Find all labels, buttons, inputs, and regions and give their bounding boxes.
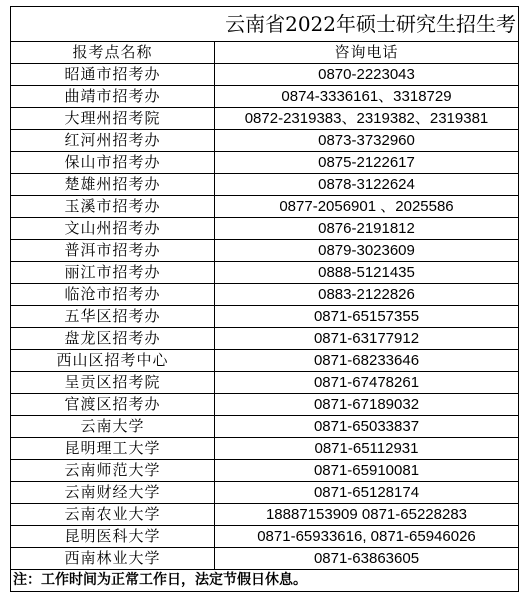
phone-number-cell: 0883-2122826	[215, 284, 519, 306]
table-row	[11, 152, 519, 174]
table-row	[11, 262, 519, 284]
office-name-cell: 五华区招考办	[11, 306, 215, 328]
office-name-cell: 曲靖市招考办	[11, 86, 215, 108]
phone-number-cell: 0871-68233646	[215, 350, 519, 372]
office-name-cell: 昆明理工大学	[11, 438, 215, 460]
office-name-cell: 西山区招考中心	[11, 350, 215, 372]
table-row	[11, 504, 519, 526]
table-row	[11, 284, 519, 306]
office-name-cell: 云南师范大学	[11, 460, 215, 482]
office-name-cell: 玉溪市招考办	[11, 196, 215, 218]
phone-number-cell: 0874-3336161、3318729	[215, 86, 519, 108]
phone-number-cell: 0871-65112931	[215, 438, 519, 460]
header-row	[11, 42, 519, 64]
phone-number-cell: 18887153909 0871-65228283	[215, 504, 519, 526]
office-name-cell: 昆明医科大学	[11, 526, 215, 548]
table-row	[11, 218, 519, 240]
table-row	[11, 108, 519, 130]
phone-number-cell: 0878-3122624	[215, 174, 519, 196]
phone-number-cell: 0872-2319383、2319382、2319381	[215, 108, 519, 130]
phone-number-cell: 0871-65128174	[215, 482, 519, 504]
phone-number-cell: 0877-2056901 、2025586	[215, 196, 519, 218]
phone-number-cell: 0871-67189032	[215, 394, 519, 416]
phone-number-cell: 0876-2191812	[215, 218, 519, 240]
table-body	[11, 7, 519, 592]
phone-number-cell: 0870-2223043	[215, 64, 519, 86]
contact-table	[10, 6, 519, 592]
office-name-cell: 盘龙区招考办	[11, 328, 215, 350]
table-row	[11, 526, 519, 548]
table-note: 注：工作时间为正常工作日，法定节假日休息。	[11, 570, 519, 592]
table-row	[11, 328, 519, 350]
title-row	[11, 7, 519, 42]
phone-number-cell: 0871-67478261	[215, 372, 519, 394]
office-name-cell: 大理州招考院	[11, 108, 215, 130]
table-row	[11, 394, 519, 416]
office-name-cell: 云南财经大学	[11, 482, 215, 504]
table-row	[11, 350, 519, 372]
phone-number-cell: 0873-3732960	[215, 130, 519, 152]
office-name-cell: 楚雄州招考办	[11, 174, 215, 196]
table-title: 云南省2022年硕士研究生招生考	[11, 7, 519, 42]
phone-number-cell: 0875-2122617	[215, 152, 519, 174]
office-name-cell: 临沧市招考办	[11, 284, 215, 306]
office-name-cell: 丽江市招考办	[11, 262, 215, 284]
table-row	[11, 372, 519, 394]
phone-number-cell: 0871-65910081	[215, 460, 519, 482]
column-header-phone: 咨询电话	[215, 42, 519, 64]
table-row	[11, 64, 519, 86]
phone-number-cell: 0871-65933616, 0871-65946026	[215, 526, 519, 548]
table-row	[11, 86, 519, 108]
office-name-cell: 西南林业大学	[11, 548, 215, 570]
table-row	[11, 130, 519, 152]
table-row	[11, 196, 519, 218]
office-name-cell: 云南大学	[11, 416, 215, 438]
office-name-cell: 文山州招考办	[11, 218, 215, 240]
table-row	[11, 482, 519, 504]
table-row	[11, 460, 519, 482]
table-row	[11, 416, 519, 438]
table-row	[11, 438, 519, 460]
office-name-cell: 官渡区招考办	[11, 394, 215, 416]
phone-number-cell: 0879-3023609	[215, 240, 519, 262]
office-name-cell: 保山市招考办	[11, 152, 215, 174]
table-row	[11, 240, 519, 262]
table-row	[11, 306, 519, 328]
office-name-cell: 云南农业大学	[11, 504, 215, 526]
phone-number-cell: 0871-65033837	[215, 416, 519, 438]
column-header-office: 报考点名称	[11, 42, 215, 64]
table-row	[11, 174, 519, 196]
note-row	[11, 570, 519, 592]
table-row	[11, 548, 519, 570]
office-name-cell: 昭通市招考办	[11, 64, 215, 86]
office-name-cell: 红河州招考办	[11, 130, 215, 152]
phone-number-cell: 0871-63863605	[215, 548, 519, 570]
office-name-cell: 呈贡区招考院	[11, 372, 215, 394]
phone-number-cell: 0871-65157355	[215, 306, 519, 328]
phone-number-cell: 0871-63177912	[215, 328, 519, 350]
office-name-cell: 普洱市招考办	[11, 240, 215, 262]
phone-number-cell: 0888-5121435	[215, 262, 519, 284]
